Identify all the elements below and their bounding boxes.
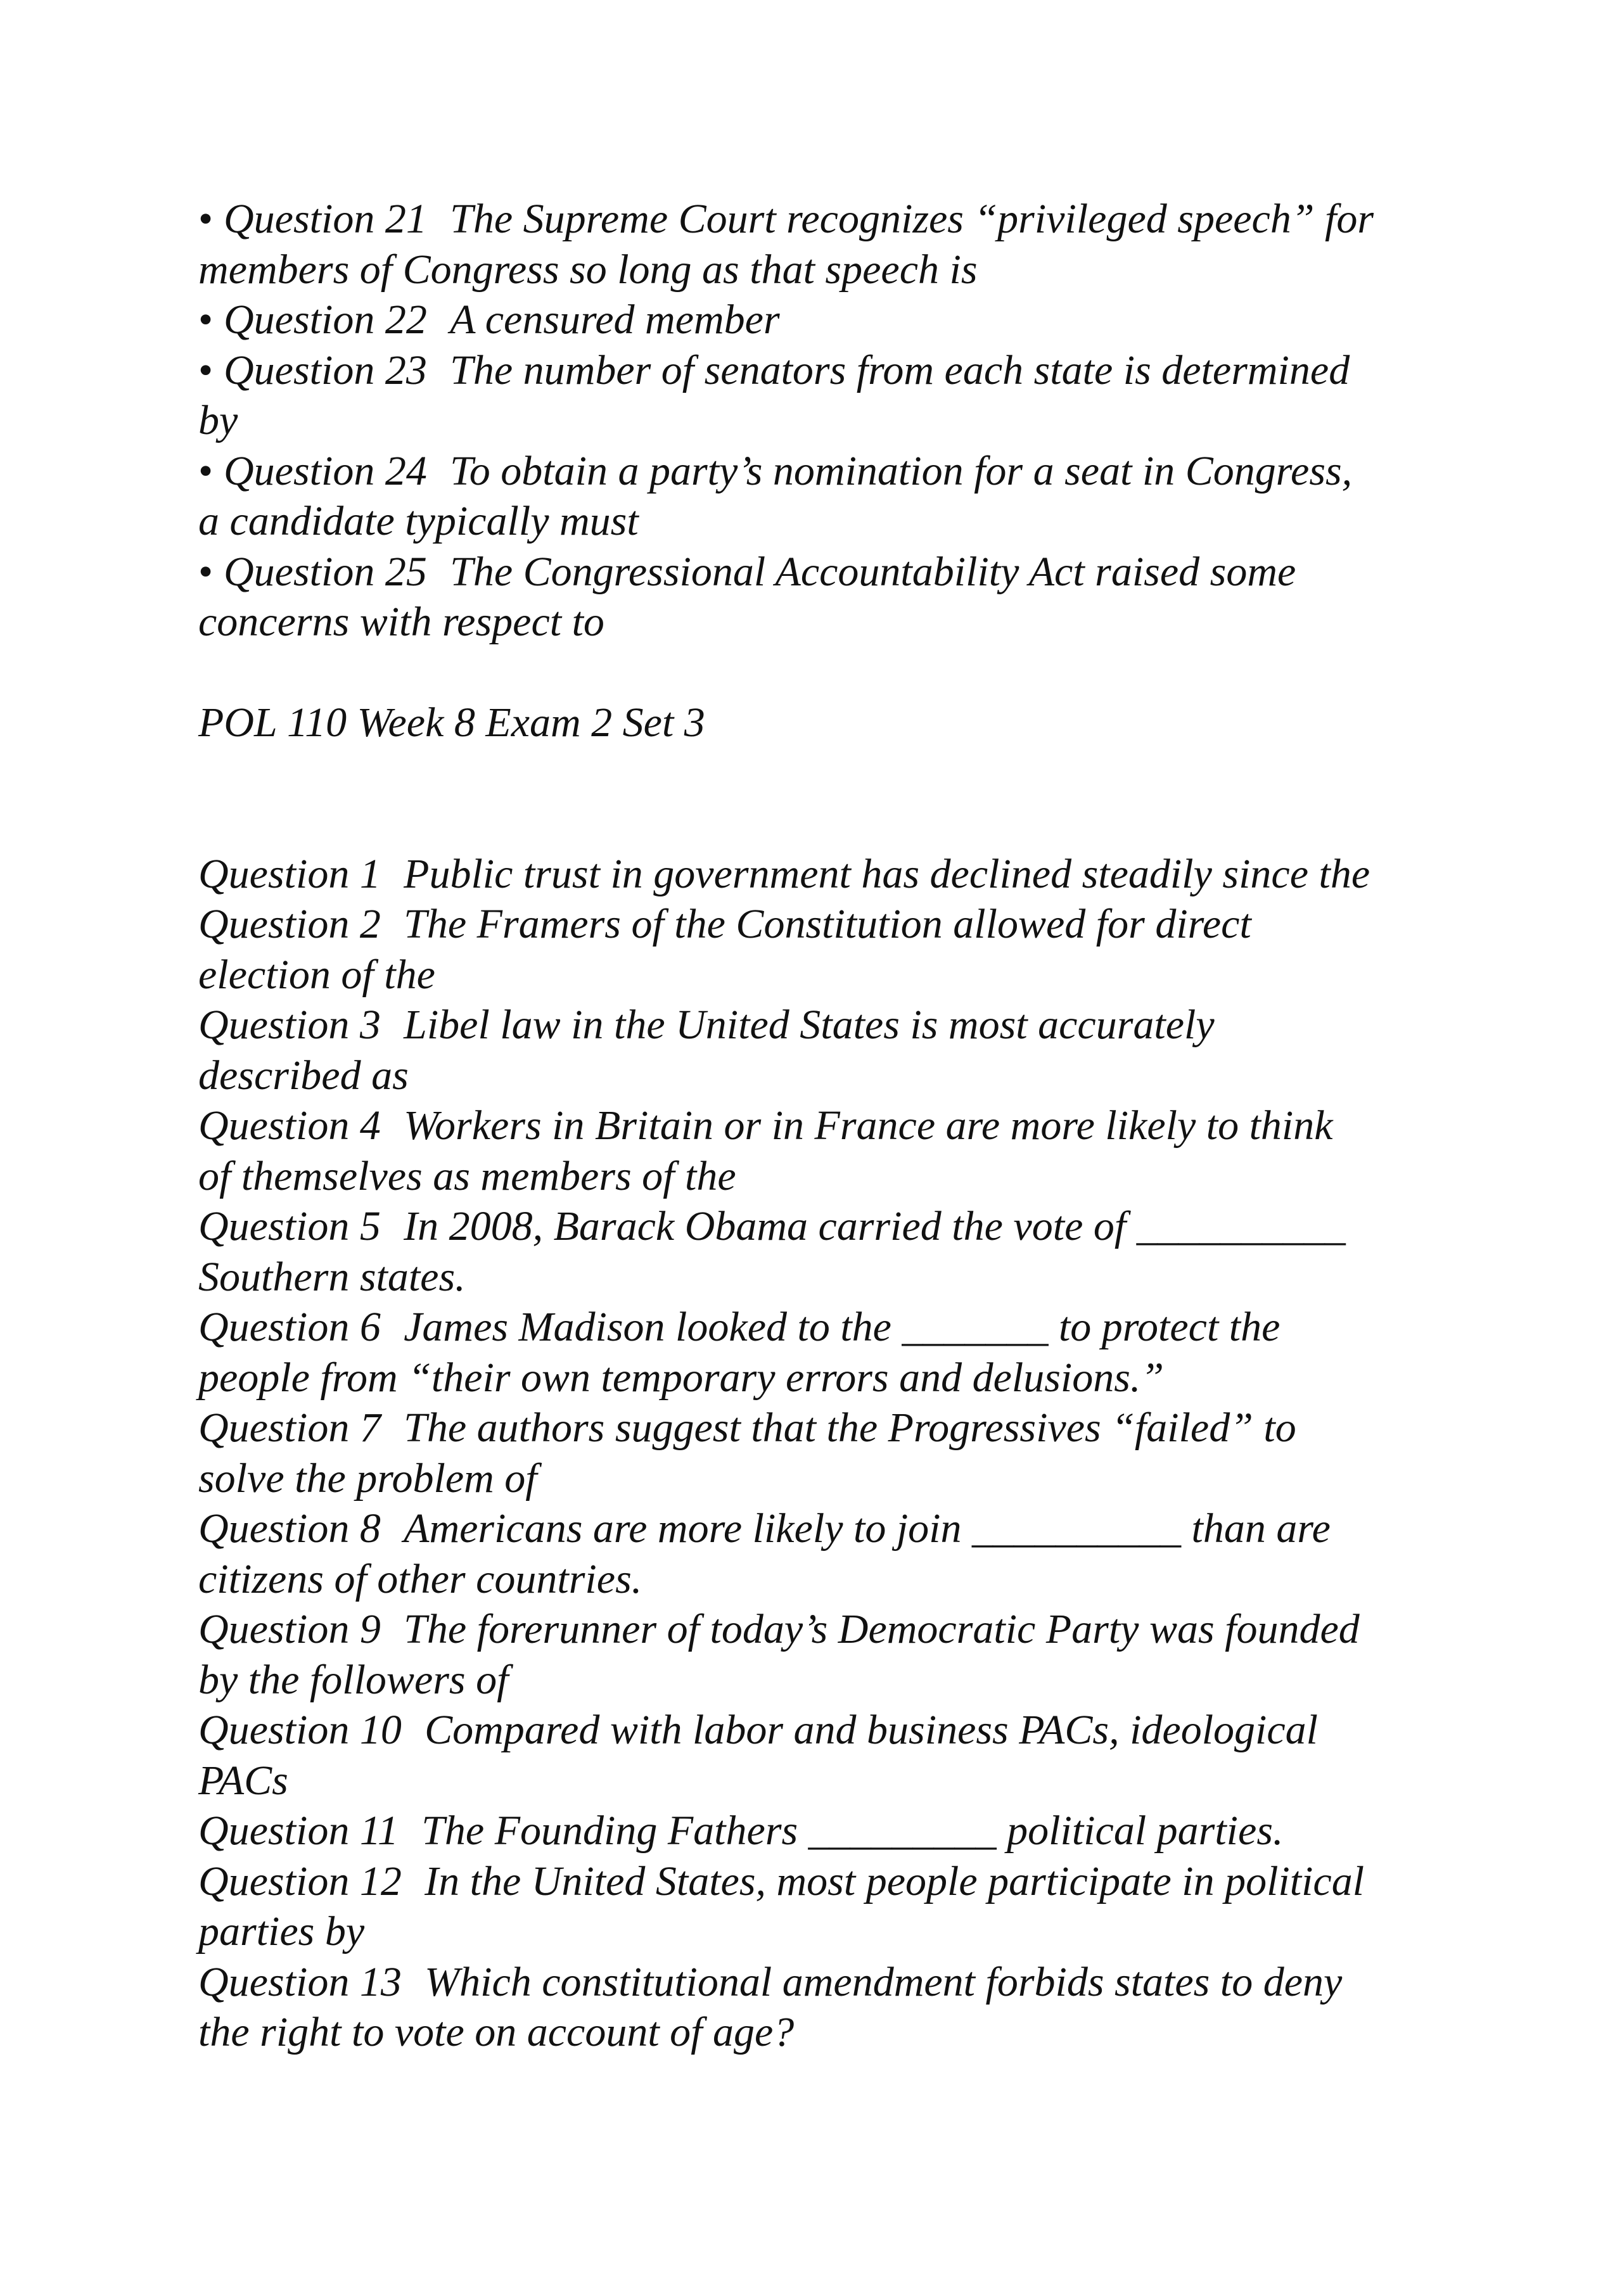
document-body (198, 194, 1466, 2058)
question-continuation-line: citizens of other countries. (198, 1555, 642, 1602)
bullet-icon: • (198, 347, 214, 393)
question-item (198, 849, 1466, 900)
question-item (198, 1000, 1466, 1100)
question-number: Question 11 (198, 1808, 399, 1854)
question-continuation-line: a candidate typically must (198, 498, 639, 544)
question-number: Question 23 (224, 347, 427, 393)
question-first-line (198, 1302, 1466, 1353)
question-number: Question 25 (224, 548, 427, 595)
question-text: The Founding Fathers _________ political parties. (421, 1808, 1284, 1854)
question-continuation-line: members of Congress so long as that speech is (198, 246, 978, 293)
question-item (198, 1604, 1466, 1705)
question-first-line (198, 1957, 1466, 2008)
question-number: Question 3 (198, 1002, 381, 1048)
question-continuation-line: by the followers of (198, 1656, 509, 1703)
question-number: Question 6 (198, 1304, 381, 1350)
bullet-question-item (198, 345, 1466, 446)
question-text: Compared with labor and business PACs, ideological (425, 1707, 1319, 1753)
question-continuation-line: concerns with respect to (198, 599, 604, 645)
question-first-line (198, 1100, 1466, 1151)
bullet-icon: • (198, 447, 214, 494)
bullet-icon: • (198, 297, 214, 343)
question-number: Question 8 (198, 1505, 381, 1552)
question-first-line (198, 1806, 1466, 1856)
question-text: In the United States, most people participate in political (425, 1858, 1365, 1904)
question-item (198, 1705, 1466, 1806)
question-continuation-line: by (198, 397, 238, 443)
section-heading: POL 110 Week 8 Exam 2 Set 3 (198, 699, 705, 746)
question-first-line (198, 1403, 1466, 1453)
question-text: Which constitutional amendment forbids states to deny (425, 1958, 1343, 2005)
question-number: Question 13 (198, 1958, 402, 2005)
question-text: The Framers of the Constitution allowed for direct (404, 901, 1251, 947)
question-item (198, 1403, 1466, 1503)
question-first-line (198, 446, 1466, 497)
question-first-line (198, 1856, 1466, 1907)
question-text: The authors suggest that the Progressives “failed” to (404, 1405, 1296, 1451)
bullet-question-item (198, 194, 1466, 295)
question-number: Question 10 (198, 1707, 402, 1753)
question-item (198, 1302, 1466, 1403)
question-number: Question 1 (198, 850, 381, 897)
question-text: Libel law in the United States is most accurately (404, 1002, 1215, 1048)
question-item (198, 1503, 1466, 1604)
question-first-line (198, 1000, 1466, 1050)
question-number: Question 22 (224, 297, 427, 343)
question-text: In 2008, Barack Obama carried the vote of __________ (404, 1203, 1346, 1249)
question-first-line (198, 295, 1466, 345)
question-text: The forerunner of today’s Democratic Party was founded (404, 1606, 1360, 1652)
question-first-line (198, 1705, 1466, 1756)
question-first-line (198, 194, 1466, 245)
question-text: To obtain a party’s nomination for a seat in Congress, (450, 447, 1353, 494)
spacer (198, 647, 1466, 698)
question-number: Question 21 (224, 196, 427, 242)
question-number: Question 12 (198, 1858, 402, 1904)
question-text: Public trust in government has declined steadily since the (404, 850, 1370, 897)
question-continuation-line: described as (198, 1052, 409, 1099)
question-continuation-line: the right to vote on account of age? (198, 2009, 795, 2055)
bullet-icon: • (198, 548, 214, 595)
question-text: Americans are more likely to join __________ than are (404, 1505, 1331, 1552)
bullet-question-item (198, 547, 1466, 647)
question-first-line (198, 345, 1466, 396)
question-number: Question 4 (198, 1102, 381, 1149)
question-text: A censured member (450, 297, 780, 343)
question-first-line (198, 1201, 1466, 1252)
question-number: Question 5 (198, 1203, 381, 1249)
bullet-question-item (198, 446, 1466, 547)
bullet-question-item (198, 295, 1466, 345)
question-item (198, 1100, 1466, 1201)
question-text: The Congressional Accountability Act raised some (450, 548, 1296, 595)
question-continuation-line: election of the (198, 951, 435, 998)
question-item (198, 1201, 1466, 1302)
question-first-line (198, 1604, 1466, 1655)
question-number: Question 2 (198, 901, 381, 947)
question-list (198, 849, 1466, 2058)
question-item (198, 1806, 1466, 1856)
question-number: Question 24 (224, 447, 427, 494)
question-continuation-line: solve the problem of (198, 1455, 537, 1502)
question-text: The number of senators from each state is determined (450, 347, 1350, 393)
bullet-question-list (198, 194, 1466, 647)
question-number: Question 7 (198, 1405, 381, 1451)
question-first-line (198, 849, 1466, 900)
question-item (198, 899, 1466, 1000)
question-continuation-line: parties by (198, 1908, 365, 1955)
question-continuation-line: of themselves as members of the (198, 1152, 736, 1199)
bullet-icon: • (198, 196, 214, 242)
question-first-line (198, 547, 1466, 597)
spacer (198, 748, 1466, 849)
question-continuation-line: people from “their own temporary errors and delusions.” (198, 1354, 1165, 1401)
question-continuation-line: PACs (198, 1757, 288, 1804)
question-number: Question 9 (198, 1606, 381, 1652)
question-text: Workers in Britain or in France are more likely to think (404, 1102, 1333, 1149)
question-text: The Supreme Court recognizes “privileged speech” for (450, 196, 1374, 242)
question-first-line (198, 1503, 1466, 1554)
question-item (198, 1856, 1466, 1957)
question-text: James Madison looked to the _______ to protect the (404, 1304, 1280, 1350)
question-item (198, 1957, 1466, 2058)
question-continuation-line: Southern states. (198, 1253, 466, 1300)
question-first-line (198, 899, 1466, 950)
